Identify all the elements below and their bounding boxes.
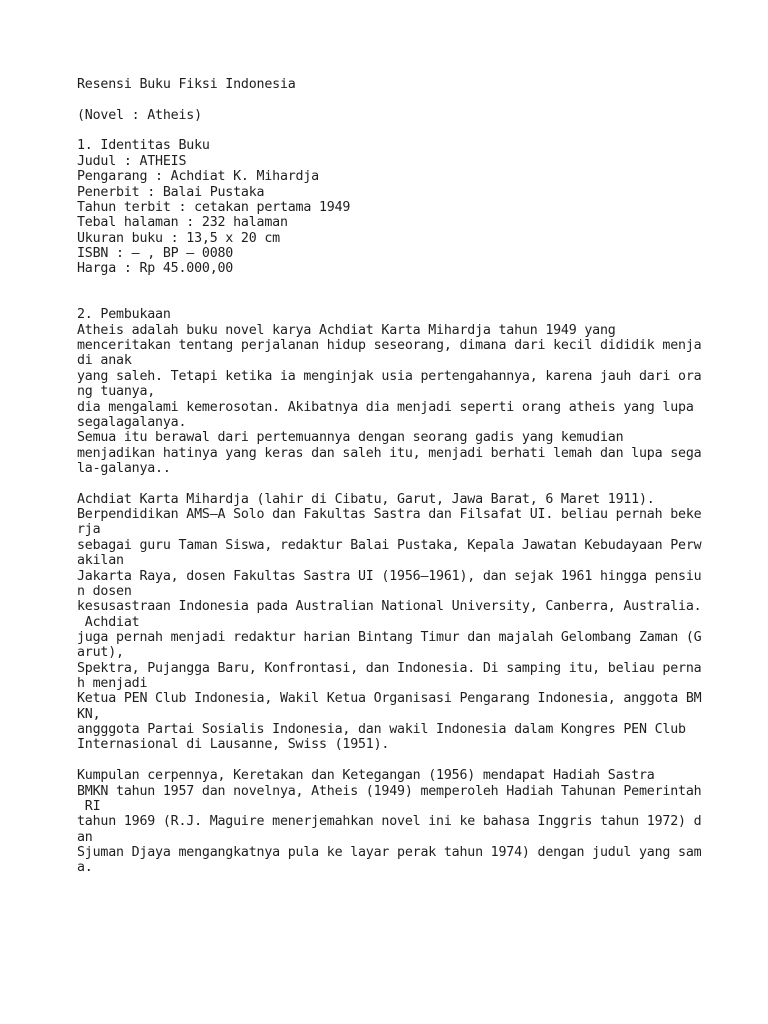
paragraph-line: Internasional di Lausanne, Swiss (1951). <box>77 737 390 753</box>
paragraph-line: Semua itu berawal dari pertemuannya dengan seorang gadis yang kemudian <box>77 430 624 446</box>
paragraph-line: akilan <box>77 553 124 569</box>
paragraph-line: Sjuman Djaya mengangkatnya pula ke layar perak tahun 1974) dengan judul yang sam <box>77 844 702 860</box>
blank-line <box>77 476 747 491</box>
paragraph-line: ng tuanya, <box>77 384 156 400</box>
paragraph-line: a. <box>77 860 93 876</box>
paragraph-line: Achdiat Karta Mihardja (lahir di Cibatu, Garut, Jawa Barat, 6 Maret 1911). <box>77 491 655 507</box>
book-harga: Harga : Rp 45.000,00 <box>77 261 234 277</box>
paragraph-line: segalagalanya. <box>77 414 187 430</box>
document-text <box>77 77 747 876</box>
paragraph-line: KN, <box>77 706 101 722</box>
paragraph-line: Jakarta Raya, dosen Fakultas Sastra UI (1956–1961), dan sejak 1961 hingga pensiu <box>77 568 702 584</box>
doc-title: Resensi Buku Fiksi Indonesia <box>77 77 296 92</box>
paragraph-line: Spektra, Pujangga Baru, Konfrontasi, dan Indonesia. Di samping itu, beliau perna <box>77 660 702 676</box>
paragraph-line: BMKN tahun 1957 dan novelnya, Atheis (1949) memperoleh Hadiah Tahunan Pemerintah <box>77 783 702 799</box>
paragraph-line: Kumpulan cerpennya, Keretakan dan Ketegangan (1956) mendapat Hadiah Sastra <box>77 768 655 784</box>
paragraph-line: tahun 1969 (R.J. Maguire menerjemahkan novel ini ke bahasa Inggris tahun 1972) d <box>77 814 702 830</box>
paragraph-line: Ketua PEN Club Indonesia, Wakil Ketua Organisasi Pengarang Indonesia, anggota BM <box>77 691 702 707</box>
section-heading-identitas: 1. Identitas Buku <box>77 138 210 154</box>
paragraph-line: Berpendidikan AMS–A Solo dan Fakultas Sastra dan Filsafat UI. beliau pernah beke <box>77 507 702 523</box>
book-tahun-terbit: Tahun terbit : cetakan pertama 1949 <box>77 199 351 215</box>
blank-line <box>77 753 747 768</box>
paragraph-line: dia mengalami kemerosotan. Akibatnya dia menjadi seperti orang atheis yang lupa <box>77 399 694 415</box>
paragraph-line: menjadikan hatinya yang keras dan saleh itu, menjadi berhati lemah dan lupa sega <box>77 445 702 461</box>
paragraph-line: angggota Partai Sosialis Indonesia, dan wakil Indonesia dalam Kongres PEN Club <box>77 722 686 738</box>
paragraph-line: arut), <box>77 645 124 661</box>
doc-subtitle: (Novel : Atheis) <box>77 107 202 123</box>
paragraph-line: menceritakan tentang perjalanan hidup seseorang, dimana dari kecil dididik menja <box>77 338 702 354</box>
paragraph-line: di anak <box>77 353 132 369</box>
paragraph-line: yang saleh. Tetapi ketika ia menginjak usia pertengahannya, karena jauh dari ora <box>77 368 702 384</box>
blank-line <box>77 277 747 292</box>
book-ukuran: Ukuran buku : 13,5 x 20 cm <box>77 230 280 246</box>
blank-line <box>77 292 747 307</box>
book-isbn: ISBN : – , BP – 0080 <box>77 245 234 261</box>
section-heading-pembukaan: 2. Pembukaan <box>77 307 171 323</box>
paragraph-line: h menjadi <box>77 676 148 692</box>
blank-line <box>77 123 747 138</box>
paragraph-line: kesusastraan Indonesia pada Australian National University, Canberra, Australia. <box>77 599 702 615</box>
paragraph-line: sebagai guru Taman Siswa, redaktur Balai Pustaka, Kepala Jawatan Kebudayaan Perw <box>77 537 702 553</box>
blank-line <box>77 92 747 107</box>
paragraph-line: rja <box>77 522 101 538</box>
paragraph-line: n dosen <box>77 583 132 599</box>
paragraph-line: juga pernah menjadi redaktur harian Bintang Timur dan majalah Gelombang Zaman (G <box>77 629 702 645</box>
paragraph-line: Atheis adalah buku novel karya Achdiat Karta Mihardja tahun 1949 yang <box>77 322 616 338</box>
paragraph-line: RI <box>77 798 101 814</box>
paragraph-line: an <box>77 829 93 845</box>
paragraph-line: Achdiat <box>77 614 140 630</box>
book-judul: Judul : ATHEIS <box>77 153 187 169</box>
book-pengarang: Pengarang : Achdiat K. Mihardja <box>77 169 319 185</box>
book-penerbit: Penerbit : Balai Pustaka <box>77 184 265 200</box>
book-tebal-halaman: Tebal halaman : 232 halaman <box>77 215 288 231</box>
paragraph-line: la-galanya.. <box>77 460 171 476</box>
